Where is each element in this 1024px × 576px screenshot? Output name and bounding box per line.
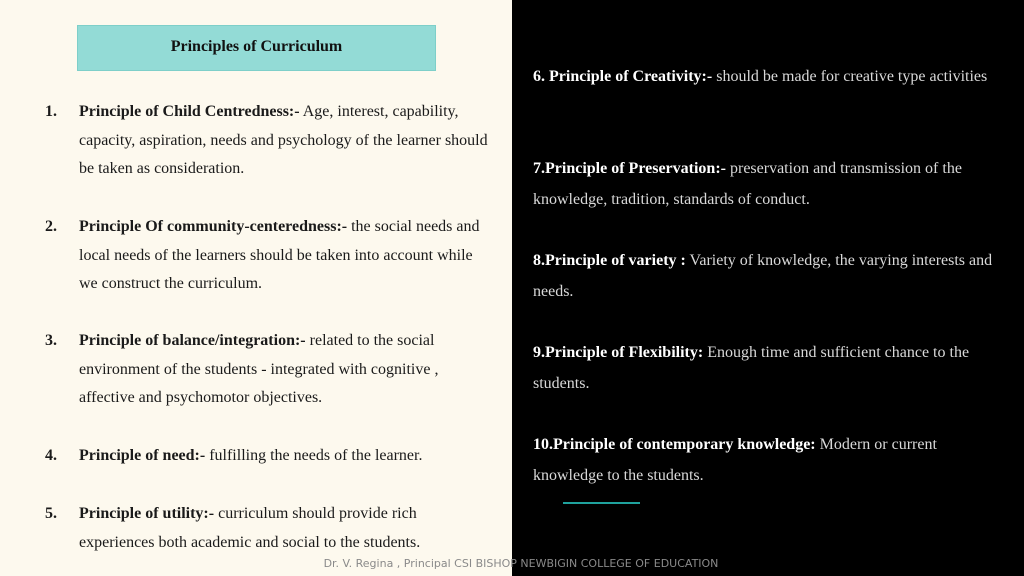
item-label: 10.Principle of contemporary knowledge:	[533, 436, 816, 453]
title-box	[77, 25, 436, 71]
item-label: 8.Principle of variety :	[533, 252, 686, 269]
principle-item-2	[45, 213, 495, 299]
item-number: 2.	[45, 218, 57, 235]
principle-item-1	[45, 98, 495, 184]
item-label: 7.Principle of Preservation:-	[533, 160, 726, 177]
principle-item-7	[533, 154, 1008, 216]
principle-item-4	[45, 442, 495, 471]
accent-divider	[563, 502, 640, 504]
item-text: fulfilling the needs of the learner.	[205, 447, 423, 464]
item-text: preservation and transmission of the knowledge, tradition, standards of conduct.	[533, 160, 962, 208]
item-text: the social needs and local needs of the learners should be taken into account while we construct the curriculum.	[79, 218, 480, 293]
item-text: curriculum should provide rich experiences both academic and social to the students.	[79, 505, 421, 551]
item-text: related to the social environment of the students - integrated with cognitive , affective and psychomotor objectives.	[79, 332, 439, 407]
principle-item-8	[533, 246, 1008, 308]
item-number: 3.	[45, 332, 57, 349]
item-label: 9.Principle of Flexibility:	[533, 344, 704, 361]
footer-credit: Dr. V. Regina , Principal CSI BISHOP NEWBIGIN COLLEGE OF EDUCATION	[323, 557, 719, 570]
item-text: Variety of knowledge, the varying interests and needs.	[533, 252, 993, 300]
item-number: 5.	[45, 505, 57, 522]
item-label: Principle Of community-centeredness:-	[79, 218, 348, 235]
item-text: Enough time and sufficient chance to the students.	[533, 344, 970, 392]
item-label: 6. Principle of Creativity:-	[533, 68, 713, 85]
item-label: Principle of Child Centredness:-	[79, 103, 300, 120]
item-label: Principle of utility:-	[79, 505, 215, 522]
item-label: Principle of balance/integration:-	[79, 332, 306, 349]
principle-item-3	[45, 327, 495, 413]
item-label: Principle of need:-	[79, 447, 206, 464]
slide-title: Principles of Curriculum	[170, 38, 343, 55]
item-text: Age, interest, capability, capacity, aspiration, needs and psychology of the learner should be taken as consideration.	[79, 103, 488, 178]
principle-item-5	[45, 500, 495, 557]
item-number: 4.	[45, 447, 57, 464]
principle-item-9	[533, 338, 1008, 400]
principle-item-10	[533, 430, 1008, 492]
item-text: Modern or current knowledge to the students.	[533, 436, 937, 484]
item-text: should be made for creative type activities	[712, 68, 988, 85]
principle-item-6	[533, 62, 1008, 93]
item-number: 1.	[45, 103, 57, 120]
